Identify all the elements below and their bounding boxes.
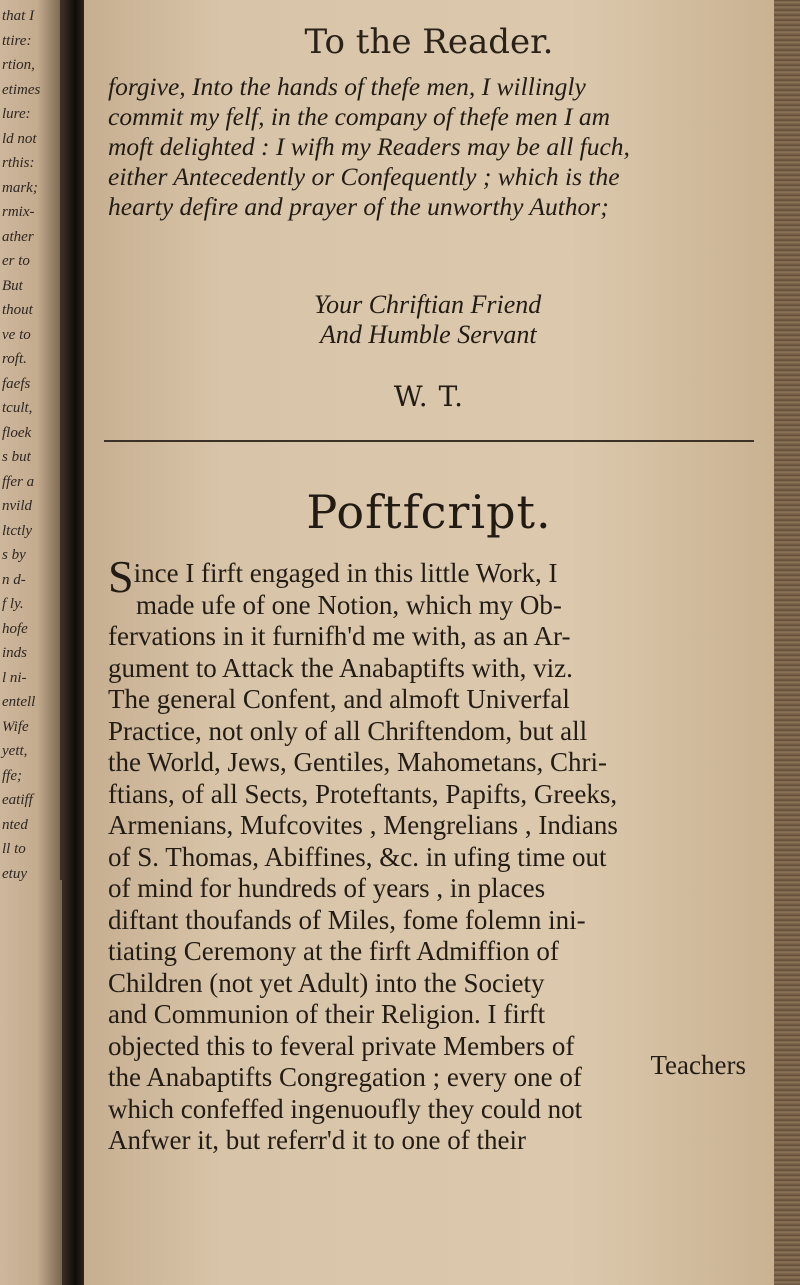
left-page-fragment: ve to — [2, 326, 31, 343]
left-page-fragment: ld not — [2, 130, 37, 147]
left-page-fragment: lure: — [2, 106, 31, 122]
prose-line: moft delighted : I wifh my Readers may be all fuch, — [108, 132, 630, 161]
left-page-fragment: faefs — [2, 375, 31, 392]
body-line: objected this to feveral private Members of — [108, 1030, 575, 1061]
body-line: ftians, of all Sects, Proteftants, Papifts, Greeks, — [108, 778, 618, 809]
body-line: fervations in it furnifh'd me with, as an Ar- — [108, 621, 571, 651]
left-page-fragment: eatiff — [2, 792, 33, 808]
body-line: of S. Thomas, Abiffines, &c. in ufing time out — [108, 841, 607, 872]
closing-salutation — [314, 290, 744, 350]
body-line: Children (not yet Adult) into the Society — [108, 967, 545, 998]
section-divider — [104, 440, 754, 442]
left-page-fragment: etuy — [2, 865, 27, 882]
prose-line: commit my felf, in the company of thefe men I am — [108, 102, 611, 131]
prose-line: hearty defire and prayer of the unworthy Author; — [108, 192, 609, 221]
left-page-fragment: entell — [2, 694, 36, 710]
book-gutter — [62, 0, 84, 1285]
right-page — [84, 0, 774, 1285]
left-page-fragment: l ni- — [2, 669, 27, 686]
catchword: Teachers — [650, 1050, 746, 1080]
left-page-fragment: thout — [2, 302, 33, 318]
body-line-text: ince I firft engaged in this little Work, I — [133, 558, 558, 588]
body-line: The general Confent, and almoft Univerfal — [108, 684, 570, 714]
running-head: To the Reader. — [304, 22, 554, 62]
body-line: and Communion of their Religion. I firft — [108, 999, 546, 1029]
body-line: of mind for hundreds of years , in places — [108, 873, 546, 903]
left-page-fragment: rthis: — [2, 155, 35, 171]
preface-ending — [108, 72, 748, 222]
left-page-fragment: nted — [2, 816, 28, 833]
body-line: the Anabaptifts Congregation ; every one of — [108, 1062, 582, 1092]
left-page-fragment: s but — [2, 449, 31, 465]
left-page-fragment: n d- — [2, 571, 26, 588]
body-line: Armenians, Mufcovites , Mengrelians , Indians — [108, 810, 618, 840]
left-page-fragment: rtion, — [2, 57, 35, 73]
left-page-fragment: ffe; — [2, 767, 22, 784]
left-page-fragment: that I — [2, 8, 35, 24]
body-line: diftant thoufands of Miles, fome folemn ini- — [108, 904, 586, 935]
body-line: the World, Jews, Gentiles, Mahometans, Chri- — [108, 747, 607, 777]
left-page-fragment: ll to — [2, 841, 26, 857]
closing-line-friend: Your Chriftian Friend — [314, 290, 542, 319]
right-page-edge — [774, 0, 800, 1285]
left-page-fragment: roft. — [2, 351, 27, 367]
left-page-fragment: f ly. — [2, 596, 24, 612]
left-page-edge — [0, 0, 62, 1285]
left-page-fragment: ffer a — [2, 473, 35, 490]
body-line — [108, 551, 758, 602]
body-line: which confeffed ingenuoufly they could not — [108, 1093, 583, 1124]
closing-line-servant: And Humble Servant — [320, 320, 537, 349]
left-page-fragment: s by — [2, 547, 26, 563]
left-page-fragment: nvild — [2, 498, 32, 514]
left-page-fragment: floek — [2, 424, 32, 441]
left-page-fragment: hofe — [2, 620, 28, 637]
body-line: made ufe of one Notion, which my Ob- — [136, 589, 562, 620]
left-page-fragment: tcult, — [2, 400, 33, 416]
body-line: Anfwer it, but referr'd it to one of their — [108, 1125, 526, 1155]
body-line: Practice, not only of all Chriftendom, but all — [108, 715, 588, 746]
prose-line: forgive, Into the hands of thefe men, I willingly — [108, 72, 586, 101]
left-page-fragment: er to — [2, 253, 30, 269]
left-page-fragment: ttire: — [2, 32, 32, 49]
prose-line: either Antecedently or Confequently ; which is the — [108, 162, 620, 191]
left-page-fragment: ltctly — [2, 522, 32, 539]
drop-cap: S — [108, 551, 134, 602]
left-page-fragment: yett, — [2, 743, 28, 759]
section-title: Poftfcript. — [306, 485, 552, 539]
left-page-fragment: Wife — [2, 718, 29, 735]
left-page-fragment: ather — [2, 228, 34, 245]
left-page-fragment: inds — [2, 645, 28, 661]
left-page-fragment: But — [2, 277, 23, 294]
left-page-fragment: rmix- — [2, 204, 35, 220]
signature-initials: W. T. — [393, 380, 465, 413]
left-page-fragment: mark; — [2, 179, 38, 196]
body-line: gument to Attack the Anabaptifts with, viz. — [108, 652, 573, 683]
body-line: tiating Ceremony at the firft Admiffion of — [108, 936, 559, 966]
left-page-fragment: etimes — [2, 81, 41, 98]
